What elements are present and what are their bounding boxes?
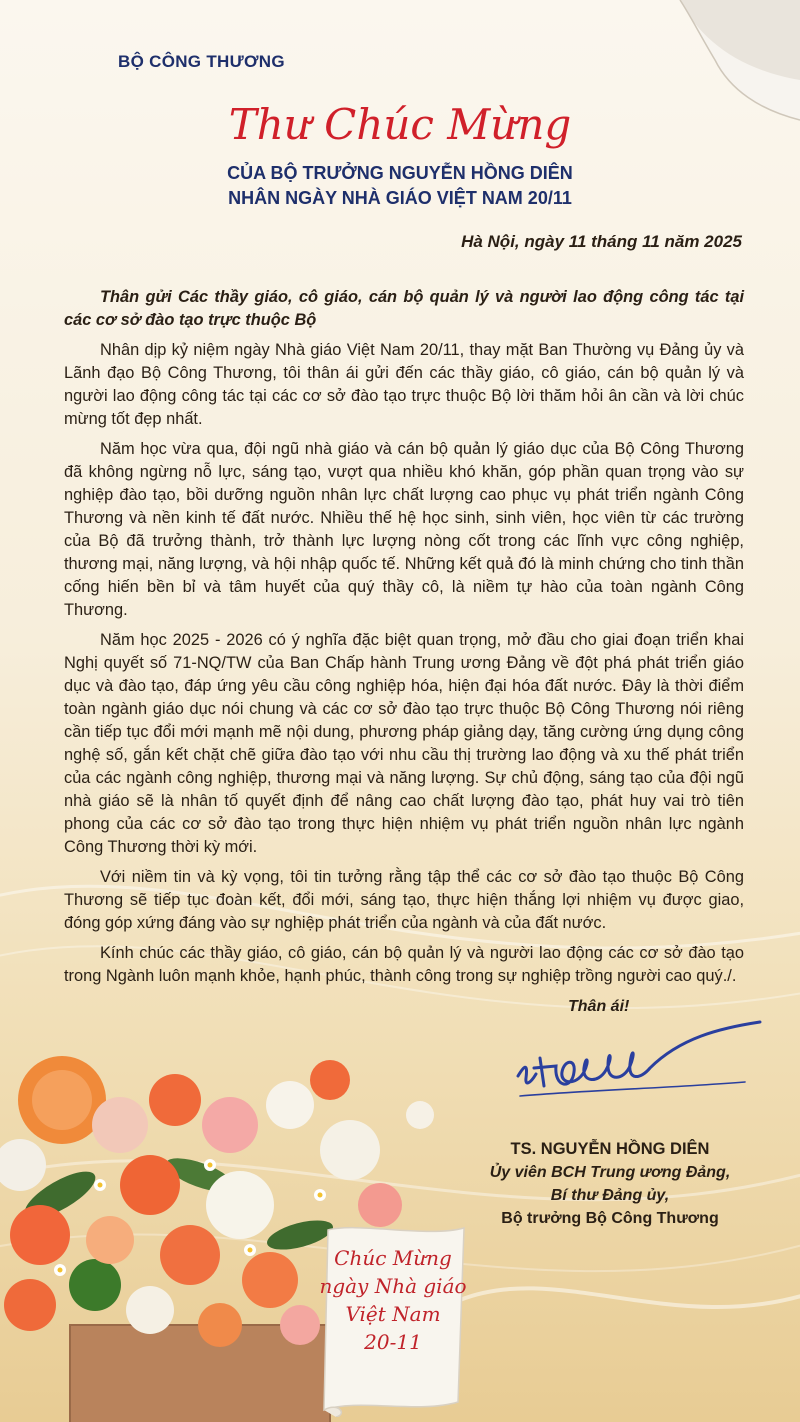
card-line: ngày Nhà giáo — [319, 1274, 467, 1298]
letter-closing: Thân ái! — [568, 998, 630, 1015]
letter-paragraph: Năm học vừa qua, đội ngũ nhà giáo và cán bộ quản lý giáo dục của Bộ Công Thương đã không ngừng nỗ lực, sáng tạo, vượt qua nhiều khó khăn, góp phần quan trọng vào sự nghiệp đào tạo, bồi dưỡng nguồn nhân lực chất lượng cao phục vụ phát triển ngành Công Thương và nền kinh tế đất nước. Nhiều thế hệ học sinh, sinh viên, học viên từ các trường của Bộ đã trưởng thành, trở thành lực lượng nòng cốt trong các lĩnh vực công nghiệp, thương mại, năng lượng, và hội nhập quốc tế. Những kết quả đó là minh chứng cho tinh thần cống hiến bền bỉ và tâm huyết của quý thầy cô, là niềm tự hào của toàn ngành Công Thương. — [64, 440, 744, 619]
letter-paragraph: Với niềm tin và kỳ vọng, tôi tin tưởng rằng tập thể các cơ sở đào tạo thuộc Bộ Công Thương sẽ tiếp tục đoàn kết, đổi mới, sáng tạo, thực hiện thắng lợi nhiệm vụ được giao, đóng góp xứng đáng vào sự nghiệp phát triển của ngành và của đất nước. — [64, 868, 744, 932]
letter-paragraph: Nhân dịp kỷ niệm ngày Nhà giáo Việt Nam 20/11, thay mặt Ban Thường vụ Đảng ủy và Lãnh đạo Bộ Công Thương, tôi thân ái gửi đến các thầy giáo, cô giáo, cán bộ quản lý và người lao động công tác tại các cơ sở đào tạo trực thuộc Bộ lời thăm hỏi ân cần và lời chúc mừng tốt đẹp nhất. — [64, 341, 744, 428]
signer-block — [450, 1138, 770, 1230]
card-line: 20-11 — [364, 1330, 422, 1354]
signature-image — [510, 1018, 770, 1108]
signer-role: Bộ trưởng Bộ Công Thương — [501, 1210, 719, 1227]
letter-title: Thư Chúc Mừng — [228, 100, 572, 149]
subtitle-line-1: CỦA BỘ TRƯỞNG NGUYỄN HỒNG DIÊN — [227, 163, 573, 183]
organization-name: BỘ CÔNG THƯƠNG — [118, 52, 285, 71]
signer-role: Bí thư Đảng ủy, — [550, 1187, 670, 1204]
card-line: Việt Nam — [345, 1302, 441, 1326]
signer-name: TS. NGUYỄN HỒNG DIÊN — [510, 1140, 710, 1158]
card-line: Chúc Mừng — [334, 1246, 452, 1270]
subtitle-line-2: NHÂN NGÀY NHÀ GIÁO VIỆT NAM 20/11 — [228, 188, 572, 208]
dateline: Hà Nội, ngày 11 tháng 11 năm 2025 — [461, 232, 742, 251]
letter-greeting: Thân gửi Các thầy giáo, cô giáo, cán bộ quản lý và người lao động công tác tại các cơ sở đào tạo trực thuộc Bộ — [64, 288, 744, 329]
letter-paragraph: Năm học 2025 - 2026 có ý nghĩa đặc biệt quan trọng, mở đầu cho giai đoạn triển khai Nghị quyết số 71-NQ/TW của Ban Chấp hành Trung ương Đảng về đột phá phát triển giáo dục và đào tạo, đáp ứng yêu cầu công nghiệp hóa, hiện đại hóa đất nước. Đây là thời điểm toàn ngành giáo dục nói chung và các cơ sở đào tạo trực thuộc Bộ Công Thương nói riêng cần tiếp tục đổi mới mạnh mẽ nội dung, phương pháp giảng dạy, tăng cường ứng dụng công nghệ số, gắn kết chặt chẽ giữa đào tạo với nhu cầu thị trường lao động và xu thế phát triển của các ngành công nghiệp, thương mại và năng lượng. Sự chủ động, sáng tạo của đội ngũ nhà giáo sẽ là nhân tố quyết định để nâng cao chất lượng đào tạo, phát huy vai trò tiên phong của các cơ sở đào tạo trong thực hiện nhiệm vụ phát triển nguồn nhân lực ngành Công Thương thời kỳ mới. — [64, 631, 744, 856]
signer-role: Ủy viên BCH Trung ương Đảng, — [489, 1164, 731, 1181]
greeting-card-text — [318, 1244, 468, 1356]
letter-body — [64, 286, 744, 995]
letter-paragraph: Kính chúc các thầy giáo, cô giáo, cán bộ quản lý và người lao động các cơ sở đào tạo trong Ngành luôn mạnh khỏe, hạnh phúc, thành công trong sự nghiệp trồng người cao quý./. — [64, 944, 744, 985]
